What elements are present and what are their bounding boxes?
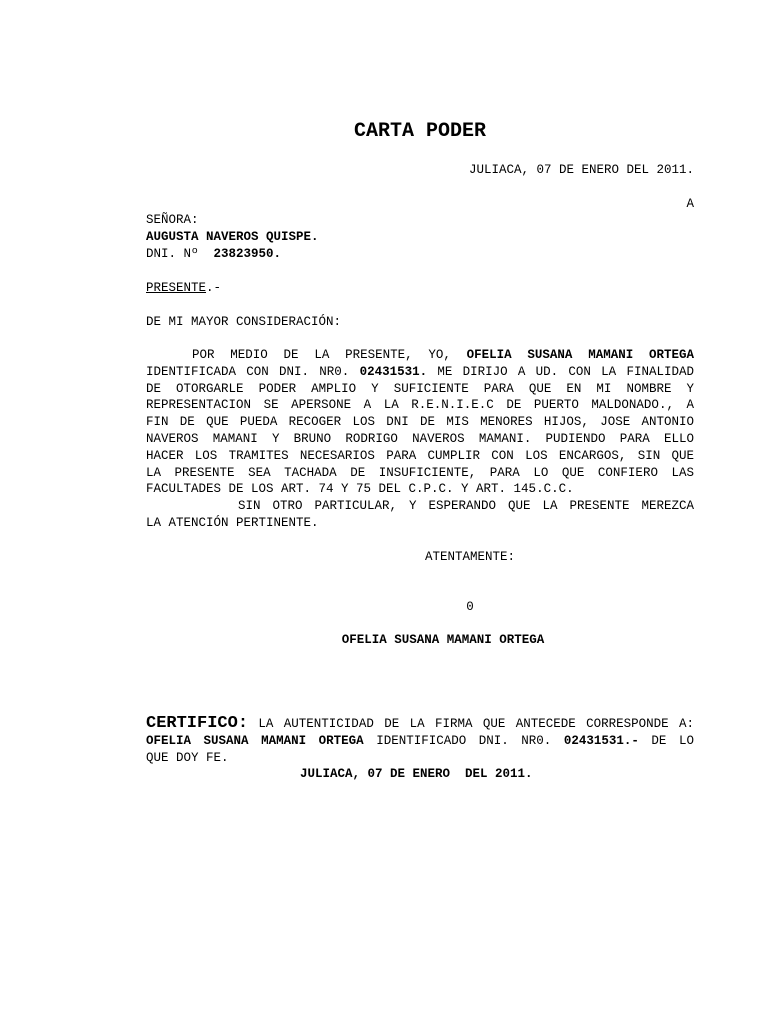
- body-line-5: FIN DE QUE PUEDA RECOGER LOS DNI DE MIS MENORES HIJOS, JOSE ANTONIO: [146, 415, 694, 430]
- grantor-dni: 02431531.: [359, 364, 428, 379]
- presente-suffix: .-: [206, 281, 222, 295]
- body-line-9: FACULTADES DE LOS ART. 74 Y 75 DEL C.P.C. Y ART. 145.C.C.: [146, 482, 574, 497]
- certificate-label: CERTIFICO:: [146, 714, 249, 733]
- body-line-4: REPRESENTACION SE APERSONE A LA R.E.N.I.E.C DE PUERTO MALDONADO., A: [146, 398, 694, 413]
- to-marker: A: [686, 197, 694, 211]
- place-date: JULIACA, 07 DE ENERO DEL 2011.: [468, 163, 694, 177]
- body-line-11: LA ATENCIÓN PERTINENTE.: [146, 515, 319, 530]
- addressee-name: AUGUSTA NAVEROS QUISPE.: [146, 229, 319, 244]
- addressee-block: [146, 212, 694, 262]
- presente-line: [146, 280, 694, 297]
- certified-dni: 02431531.-: [563, 733, 639, 748]
- signer-name: OFELIA SUSANA MAMANI ORTEGA: [341, 633, 545, 647]
- greeting: DE MI MAYOR CONSIDERACIÓN:: [146, 315, 342, 329]
- certificate-date: JULIACA, 07 DE ENERO DEL 2011.: [300, 767, 533, 782]
- dni-label: DNI. Nº: [146, 246, 199, 261]
- grantor-name: OFELIA SUSANA MAMANI ORTEGA: [466, 348, 694, 362]
- salutation: SEÑORA:: [146, 213, 199, 227]
- body-line-10: SIN OTRO PARTICULAR, Y ESPERANDO QUE LA PRESENTE MEREZCA: [238, 499, 694, 514]
- body-line-7: HACER LOS TRAMITES NECESARIOS PARA CUMPLIR CON LOS ENCARGOS, SIN QUE: [146, 448, 694, 463]
- dni-value: 23823950.: [213, 246, 282, 261]
- document-title: CARTA PODER: [353, 120, 487, 143]
- certificate-line-1: CERTIFICO: LA AUTENTICIDAD DE LA FIRMA QUE ANTECEDE CORRESPONDE A:: [146, 714, 694, 733]
- body-line-6: NAVEROS MAMANI Y BRUNO RODRIGO NAVEROS MAMANI. PUDIENDO PARA ELLO: [146, 431, 694, 446]
- body-line-8: LA PRESENTE SEA TACHADA DE INSUFICIENTE, PARA LO QUE CONFIERO LAS: [146, 465, 694, 480]
- closing: ATENTAMENTE:: [424, 550, 515, 564]
- body-text: [146, 347, 694, 532]
- certified-name: OFELIA SUSANA MAMANI ORTEGA: [146, 733, 364, 748]
- body-line-3: DE OTORGARLE PODER AMPLIO Y SUFICIENTE PARA QUE EN MI NOMBRE Y: [146, 381, 694, 396]
- certificate-line-2: OFELIA SUSANA MAMANI ORTEGA IDENTIFICADO DNI. NR0. 02431531.- DE LO: [146, 733, 694, 748]
- certificate-line-3: QUE DOY FE.: [146, 750, 229, 765]
- body-line-1: POR MEDIO DE LA PRESENTE, YO, OFELIA SUSANA MAMANI ORTEGA: [192, 348, 694, 362]
- presente-word: PRESENTE: [146, 281, 207, 295]
- signature-mark: 0: [466, 600, 474, 614]
- body-line-2: IDENTIFICADA CON DNI. NR0. 02431531. ME DIRIJO A UD. CON LA FINALIDAD: [146, 364, 694, 379]
- certificate-block: [146, 716, 694, 783]
